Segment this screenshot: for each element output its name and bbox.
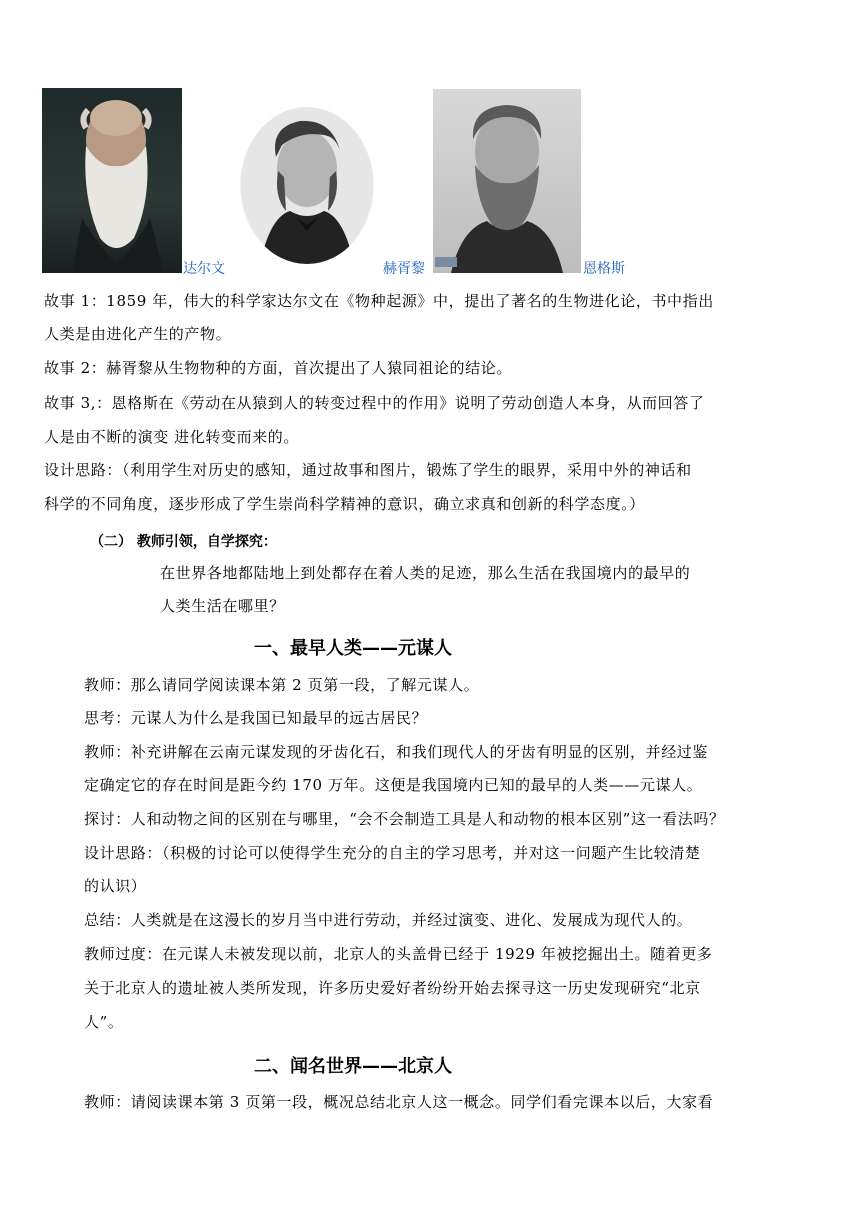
part1-line-4: 定确定它的存在时间是距今约 170 万年。这便是我国境内已知的最早的人类——元谋人。 (84, 776, 703, 794)
huxley-caption: 赫胥黎 (383, 261, 425, 277)
section-intro-line-2: 人类生活在哪里？ (160, 597, 285, 615)
story-1-line-2: 人类是由进化产生的产物。 (44, 325, 232, 343)
heading-peking-man: 二、闻名世界——北京人 (254, 1056, 452, 1077)
heading-yuanmou: 一、最早人类——元谋人 (254, 638, 452, 659)
darwin-portrait (42, 88, 182, 273)
section-title: （二） 教师引领，自学探究： (90, 534, 277, 550)
part1-line-2: 思考：元谋人为什么是我国已知最早的远古居民？ (84, 709, 428, 727)
design-note-line-2: 科学的不同角度，逐步形成了学生崇尚科学精神的意识，确立求真和创新的科学态度。） (44, 495, 645, 513)
part1-line-9: 教师过度：在元谋人未被发现以前，北京人的头盖骨已经于 1929 年被挖掘出土。随着更多 (84, 945, 713, 963)
part1-line-11: 人”。 (84, 1013, 124, 1031)
huxley-portrait (240, 107, 374, 264)
part1-line-10: 关于北京人的遗址被人类所发现，许多历史爱好者纷纷开始去探寻这一历史发现研究“北京 (84, 979, 701, 997)
part1-line-3: 教师：补充讲解在云南元谋发现的牙齿化石，和我们现代人的牙齿有明显的区别，并经过鉴 (84, 743, 709, 761)
story-2-line-1: 故事 2：赫胥黎从生物物种的方面，首次提出了人猿同祖论的结论。 (44, 359, 512, 377)
darwin-caption: 达尔文 (183, 261, 225, 277)
engels-portrait (433, 89, 581, 273)
engels-caption: 恩格斯 (583, 261, 625, 277)
section-intro-line-1: 在世界各地都陆地上到处都存在着人类的足迹，那么生活在我国境内的最早的 (160, 564, 691, 582)
part1-line-7: 的认识） (84, 877, 147, 895)
part2-line-1: 教师：请阅读课本第 3 页第一段，概况总结北京人这一概念。同学们看完课本以后，大家看 (84, 1093, 714, 1111)
part1-line-8: 总结：人类就是在这漫长的岁月当中进行劳动，并经过演变、进化、发展成为现代人的。 (84, 911, 693, 929)
part1-line-1: 教师：那么请同学阅读课本第 2 页第一段，了解元谋人。 (84, 676, 480, 694)
story-3-line-2: 人是由不断的演变 进化转变而来的。 (44, 428, 299, 446)
story-3-line-1: 故事 3,：恩格斯在《劳动在从猿到人的转变过程中的作用》说明了劳动创造人本身，从而回答了 (44, 394, 705, 412)
part1-line-6: 设计思路：（积极的讨论可以使得学生充分的自主的学习思考，并对这一问题产生比较清楚 (84, 844, 701, 862)
story-1-line-1: 故事 1：1859 年，伟大的科学家达尔文在《物种起源》中，提出了著名的生物进化论，书中指出 (44, 292, 714, 310)
design-note-line-1: 设计思路：（利用学生对历史的感知，通过故事和图片，锻炼了学生的眼界，采用中外的神话和 (44, 461, 692, 479)
part1-line-5: 探讨：人和动物之间的区别在与哪里，“会不会制造工具是人和动物的根本区别”这一看法吗？ (84, 810, 725, 828)
